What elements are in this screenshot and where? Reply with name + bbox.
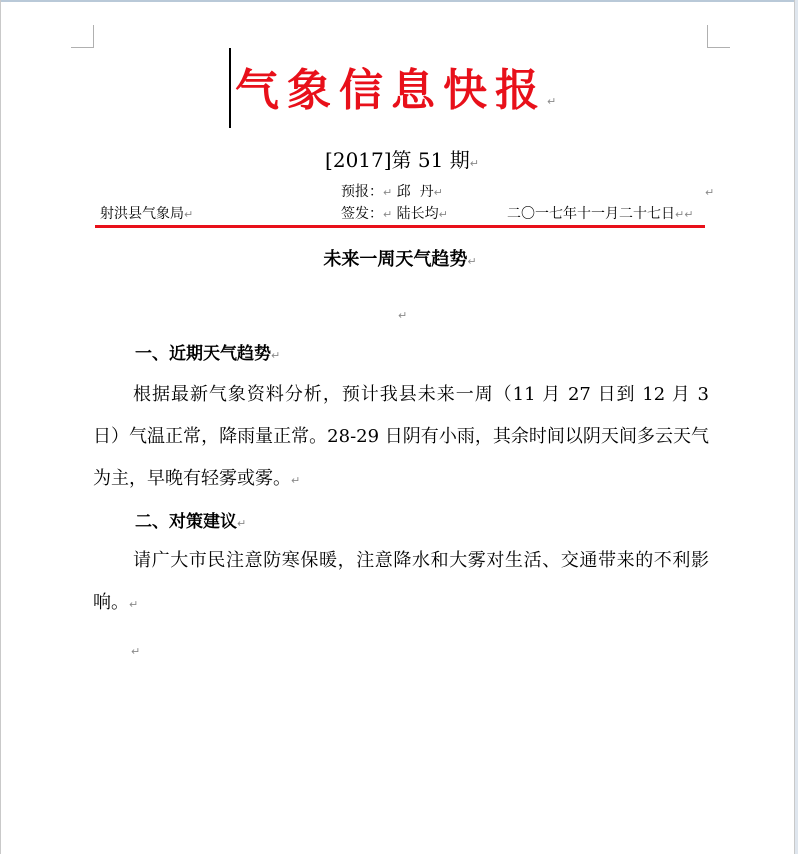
forecaster-name: 邱 丹 — [396, 184, 434, 200]
paragraph-trend-text: 根据最新气象资料分析，预计我县未来一周（11 月 27 日到 12 月 3 日）气温正常，降雨量正常。28-29 日阴有小雨，其余时间以阴天间多云天气为主，早晚有轻雾或雾。 — [93, 384, 709, 489]
paragraph-advice[interactable] — [93, 540, 709, 626]
bureau-name[interactable] — [100, 204, 193, 225]
paragraph-mark-icon: ↵ — [398, 309, 408, 322]
paragraph-mark-icon: ↵ — [184, 208, 194, 221]
paragraph-mark-icon: ↵ — [433, 186, 443, 199]
empty-paragraph[interactable] — [398, 304, 407, 323]
issue-date-text: 二〇一七年十一月二十七日 — [507, 206, 675, 222]
text-cursor — [229, 48, 231, 128]
margin-corner-top-left — [71, 25, 94, 48]
paragraph-mark-icon: ↵ — [547, 95, 565, 108]
document-title[interactable] — [1, 246, 798, 276]
scrollbar-edge[interactable] — [794, 0, 798, 854]
paragraph-mark-icon: ↵ — [131, 645, 141, 658]
section-heading-advice-text: 二、对策建议 — [135, 512, 237, 532]
window-top-edge — [1, 0, 798, 2]
forecaster-line[interactable] — [341, 182, 443, 203]
bulletin-title-text: 气象信息快报 — [235, 65, 547, 116]
section-heading-advice[interactable] — [135, 508, 246, 538]
paragraph-mark-icon: ↵ — [383, 208, 393, 221]
red-header-rule — [95, 225, 705, 228]
issuer-line[interactable] — [341, 204, 448, 225]
issuer-name: 陆长均 — [396, 206, 439, 222]
section-heading-trend[interactable] — [135, 340, 280, 370]
paragraph-mark-icon: ↵ — [237, 517, 247, 530]
issue-number[interactable] — [1, 146, 798, 178]
paragraph-mark-icon: ↵ — [469, 157, 479, 170]
paragraph-mark-icon: ↵ — [383, 186, 393, 199]
paragraph-mark-icon: ↵ — [467, 255, 477, 268]
paragraph-mark-icon: ↵ — [684, 208, 694, 221]
bureau-name-text: 射洪县气象局 — [100, 206, 184, 222]
empty-paragraph-end[interactable] — [131, 640, 140, 659]
paragraph-mark-icon: ↵ — [438, 208, 448, 221]
paragraph-advice-text: 请广大市民注意防寒保暖，注意降水和大雾对生活、交通带来的不利影响。 — [93, 550, 709, 613]
paragraph-mark-icon: ↵ — [675, 208, 685, 221]
paragraph-mark-icon: ↵ — [291, 474, 301, 487]
section-heading-trend-text: 一、近期天气趋势 — [135, 344, 271, 364]
paragraph-mark-icon: ↵ — [129, 598, 139, 611]
paragraph-trend[interactable] — [93, 374, 709, 502]
paragraph-mark-icon: ↵ — [705, 186, 715, 199]
forecaster-line-end — [705, 182, 714, 203]
bulletin-title[interactable] — [235, 56, 564, 137]
issue-date[interactable] — [507, 204, 693, 225]
document-title-text: 未来一周天气趋势 — [323, 249, 468, 270]
forecaster-label: 预报： — [341, 184, 383, 200]
paragraph-mark-icon: ↵ — [271, 349, 281, 362]
margin-corner-top-right — [707, 25, 730, 48]
issuer-label: 签发： — [341, 206, 383, 222]
issue-number-text: [2017]第 51 期 — [325, 148, 470, 172]
